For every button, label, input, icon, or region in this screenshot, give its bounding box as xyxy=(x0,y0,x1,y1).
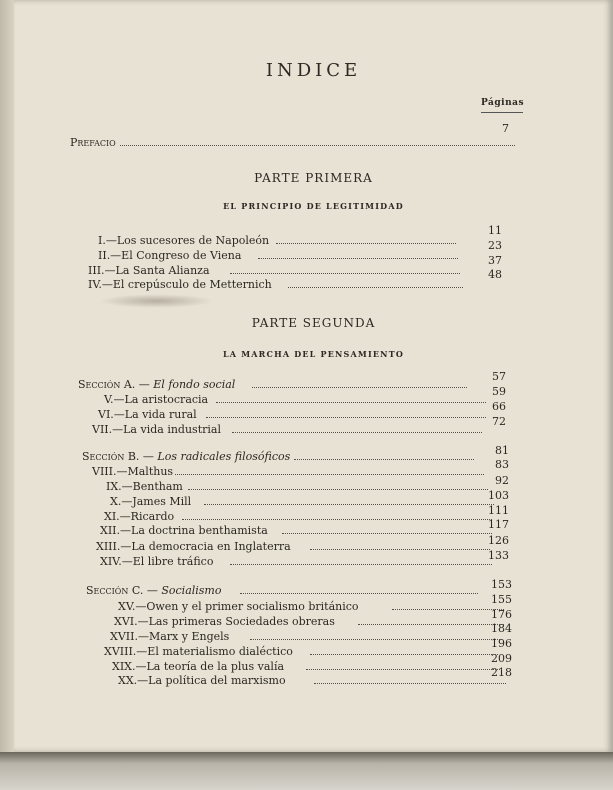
entry-page: 92 xyxy=(495,474,509,487)
entry-page: 111 xyxy=(488,504,509,517)
toc-entry xyxy=(104,510,176,523)
entry-page: 153 xyxy=(491,578,512,591)
entry-page: 133 xyxy=(488,549,509,562)
toc-entry xyxy=(110,495,193,508)
toc-entry xyxy=(106,480,185,493)
toc-entry xyxy=(98,234,271,247)
part-subheading: EL PRINCIPIO DE LEGITIMIDAD xyxy=(223,201,404,211)
entry-page: 59 xyxy=(492,385,506,398)
section-title: Socialismo xyxy=(161,584,222,597)
entry-page: 155 xyxy=(491,593,512,606)
entry-label: I.—Los sucesores de Napoleón xyxy=(98,234,270,247)
toc-entry xyxy=(100,524,270,537)
entry-page: 126 xyxy=(488,534,509,547)
entry-label: XVI.—Las primeras Sociedades obreras xyxy=(114,615,335,628)
toc-entry xyxy=(88,278,274,291)
entry-page: 218 xyxy=(491,666,512,679)
entry-page: 23 xyxy=(488,239,502,252)
entry-label: XII.—La doctrina benthamista xyxy=(100,524,268,537)
entry-page: 184 xyxy=(491,622,512,635)
toc-entry xyxy=(92,465,175,478)
entry-page: 196 xyxy=(491,637,512,650)
entry-page: 72 xyxy=(492,415,506,428)
toc-entry-prefacio xyxy=(70,136,118,149)
toc-entry xyxy=(112,660,286,673)
toc-entry xyxy=(118,674,288,687)
toc-entry xyxy=(88,264,212,277)
section-prefix: Sección B. — xyxy=(82,450,154,463)
entry-page: 48 xyxy=(488,268,502,281)
entry-label: IV.—El crepúsculo de Metternich xyxy=(88,278,272,291)
entry-page: 176 xyxy=(491,608,512,621)
entry-label: XVIII.—El materialismo dialéctico xyxy=(104,645,293,658)
part-heading: PARTE SEGUNDA xyxy=(251,316,376,330)
entry-label: III.—La Santa Alianza xyxy=(88,264,210,277)
page-title: INDICE xyxy=(265,60,362,81)
toc-entry xyxy=(92,423,223,436)
toc-entry xyxy=(114,615,337,628)
section-title: Los radicales filosóficos xyxy=(157,450,291,463)
book-page xyxy=(14,0,613,752)
entry-page: 37 xyxy=(488,254,502,267)
entry-label: XIV.—El libre tráfico xyxy=(100,555,214,568)
entry-label: Prefacio xyxy=(70,136,116,149)
section-b-heading xyxy=(82,450,292,463)
entry-page: 66 xyxy=(492,400,506,413)
paginas-label: Páginas xyxy=(481,98,525,108)
entry-label: IX.—Bentham xyxy=(106,480,183,493)
entry-label: XVII.—Marx y Engels xyxy=(110,630,230,643)
entry-label: VIII.—Malthus xyxy=(92,465,174,478)
toc-entry xyxy=(118,600,361,613)
entry-label: VI.—La vida rural xyxy=(98,408,197,421)
part-subheading: LA MARCHA DEL PENSAMIENTO xyxy=(222,349,405,359)
section-c-heading xyxy=(86,584,224,597)
ink-smudge xyxy=(99,294,214,308)
page-shadow xyxy=(0,752,613,790)
entry-label: VII.—La vida industrial xyxy=(92,423,221,436)
toc-entry xyxy=(110,630,231,643)
entry-label: XIX.—La teoría de la plus valía xyxy=(112,660,285,673)
entry-label: II.—El Congreso de Viena xyxy=(98,249,242,262)
toc-entry xyxy=(100,555,215,568)
entry-label: X.—James Mill xyxy=(110,495,192,508)
entry-page: 57 xyxy=(492,370,506,383)
section-a-heading xyxy=(78,378,237,391)
entry-label: XV.—Owen y el primer socialismo británico xyxy=(118,600,359,613)
toc-entry xyxy=(96,540,293,553)
entry-page: 117 xyxy=(488,518,509,531)
toc-entry xyxy=(104,645,295,658)
section-prefix: Sección A. — xyxy=(78,378,150,391)
entry-label: V.—La aristocracia xyxy=(104,393,209,406)
part-heading: PARTE PRIMERA xyxy=(254,171,373,185)
toc-entry xyxy=(104,393,210,406)
entry-label: XI.—Ricardo xyxy=(104,510,175,523)
toc-entry xyxy=(98,408,199,421)
entry-label: XIII.—La democracia en Inglaterra xyxy=(96,540,291,553)
entry-page: 11 xyxy=(488,224,502,237)
entry-page: 7 xyxy=(502,122,509,135)
entry-page: 83 xyxy=(495,458,509,471)
entry-page: 103 xyxy=(488,489,509,502)
section-title: El fondo social xyxy=(153,378,236,391)
entry-label: XX.—La política del marxismo xyxy=(118,674,286,687)
entry-page: 209 xyxy=(491,652,512,665)
entry-page: 81 xyxy=(495,444,509,457)
paginas-underline xyxy=(481,112,523,113)
section-prefix: Sección C. — xyxy=(86,584,158,597)
toc-entry xyxy=(98,249,243,262)
